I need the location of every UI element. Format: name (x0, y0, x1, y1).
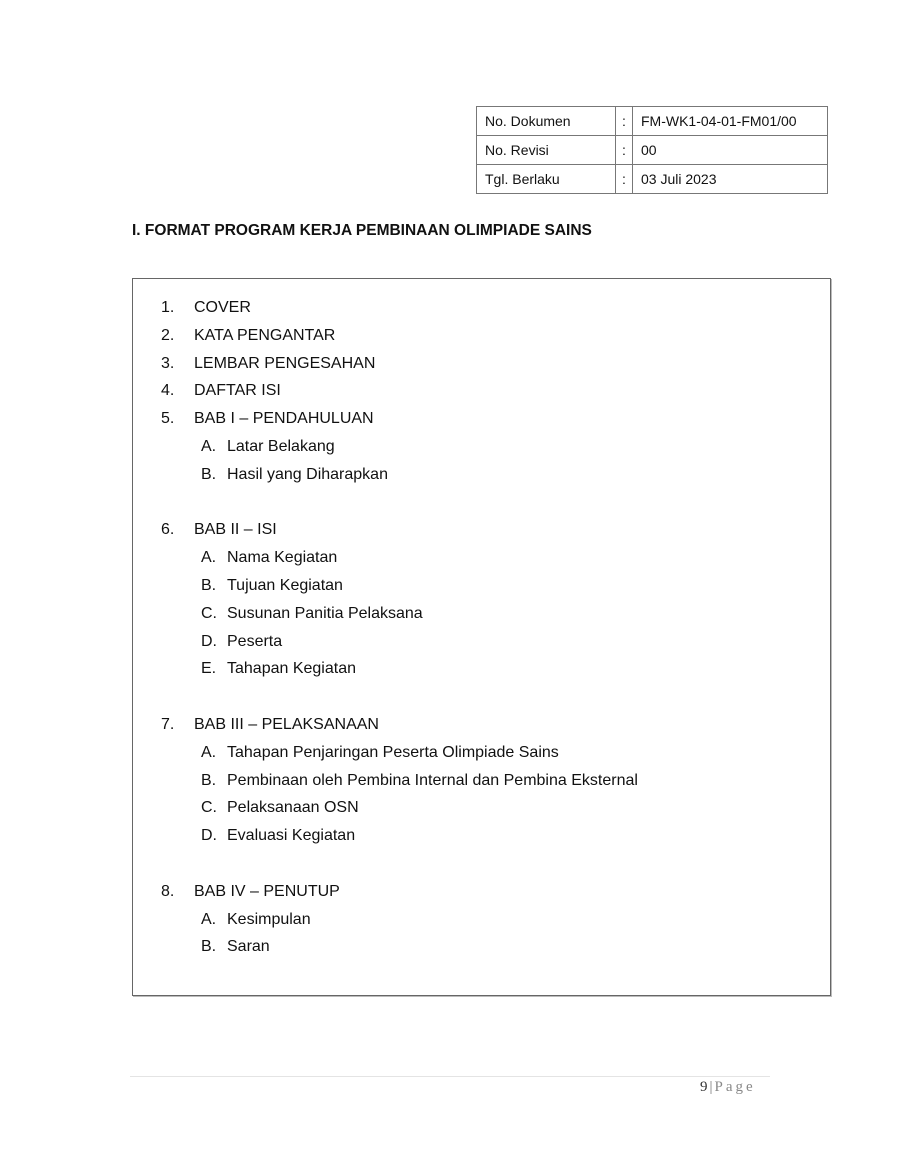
doc-table-value: 03 Juli 2023 (633, 165, 828, 194)
footer-divider (130, 1076, 770, 1077)
outline-item-number: 7. (161, 716, 175, 733)
outline-item-text: COVER (194, 299, 251, 316)
outline-subitem-number: B. (201, 938, 217, 956)
page-number: 9 (700, 1079, 708, 1095)
doc-table-row (477, 107, 828, 136)
outline-box (132, 278, 831, 996)
outline-item-text: BAB III – PELAKSANAAN (194, 716, 379, 733)
outline-item-text: BAB II – ISI (194, 521, 277, 539)
doc-table-row (477, 165, 828, 194)
outline-subitem-text: Evaluasi Kegiatan (227, 827, 356, 845)
doc-table-colon: : (616, 136, 633, 165)
doc-table-colon: : (616, 165, 633, 194)
outline-subitem-text: Susunan Panitia Pelaksana (227, 604, 423, 622)
outline-item-text: KATA PENGANTAR (194, 326, 336, 344)
outline-subitem-number: C. (201, 604, 217, 622)
outline-item-number: 1. (161, 299, 175, 316)
doc-table-value: 00 (633, 136, 828, 165)
outline-item-number: 8. (161, 882, 175, 900)
outline-item-text: DAFTAR ISI (194, 382, 281, 400)
outline-item-text: BAB I – PENDAHULUAN (194, 410, 374, 428)
outline-subitem-text: Pembinaan oleh Pembina Internal dan Pembina Eksternal (227, 771, 638, 789)
page-footer (700, 1079, 756, 1096)
outline-item-number: 3. (161, 354, 175, 372)
outline-subitem-number: B. (201, 771, 217, 789)
doc-table-value: FM-WK1-04-01-FM01/00 (633, 107, 828, 136)
page-label: Page (714, 1079, 756, 1095)
doc-table-colon: : (616, 107, 633, 136)
document-info-table (476, 106, 828, 194)
outline-subitem-text: Tahapan Kegiatan (227, 660, 356, 678)
outline-subitem-text: Tahapan Penjaringan Peserta Olimpiade Sains (227, 743, 559, 761)
outline-item-number: 5. (161, 410, 175, 428)
section-title: I. FORMAT PROGRAM KERJA PEMBINAAN OLIMPIADE SAINS (132, 222, 592, 239)
outline-subitem-text: Pelaksanaan OSN (227, 799, 359, 817)
outline-item-text: LEMBAR PENGESAHAN (194, 354, 376, 372)
outline-subitem-number: E. (201, 660, 217, 678)
footer-separator: | (709, 1079, 713, 1095)
outline-item-number: 4. (161, 382, 175, 400)
outline-subitem-text: Nama Kegiatan (227, 549, 338, 567)
doc-table-label: No. Revisi (477, 136, 616, 165)
outline-subitem-number: A. (201, 910, 217, 928)
outline-subitem-text: Tujuan Kegiatan (227, 577, 343, 594)
outline-subitem-number: A. (201, 438, 217, 455)
outline-subitem-text: Hasil yang Diharapkan (227, 465, 388, 483)
outline-subitem-number: A. (201, 549, 217, 567)
outline-subitem-number: C. (201, 799, 217, 817)
outline-item-number: 6. (161, 521, 175, 539)
outline-subitem-text: Kesimpulan (227, 910, 311, 928)
outline-subitem-number: D. (201, 632, 217, 650)
outline-subitem-number: B. (201, 577, 217, 594)
outline-subitem-number: D. (201, 827, 217, 845)
doc-table-row (477, 136, 828, 165)
outline-item-text: BAB IV – PENUTUP (194, 882, 340, 900)
outline-subitem-text: Latar Belakang (227, 438, 335, 455)
doc-table-label: No. Dokumen (477, 107, 616, 136)
outline-subitem-number: A. (201, 743, 217, 761)
outline-item-number: 2. (161, 326, 175, 344)
outline-subitem-text: Saran (227, 938, 270, 956)
outline-subitem-number: B. (201, 465, 217, 483)
doc-table-label: Tgl. Berlaku (477, 165, 616, 194)
outline-subitem-text: Peserta (227, 632, 283, 650)
